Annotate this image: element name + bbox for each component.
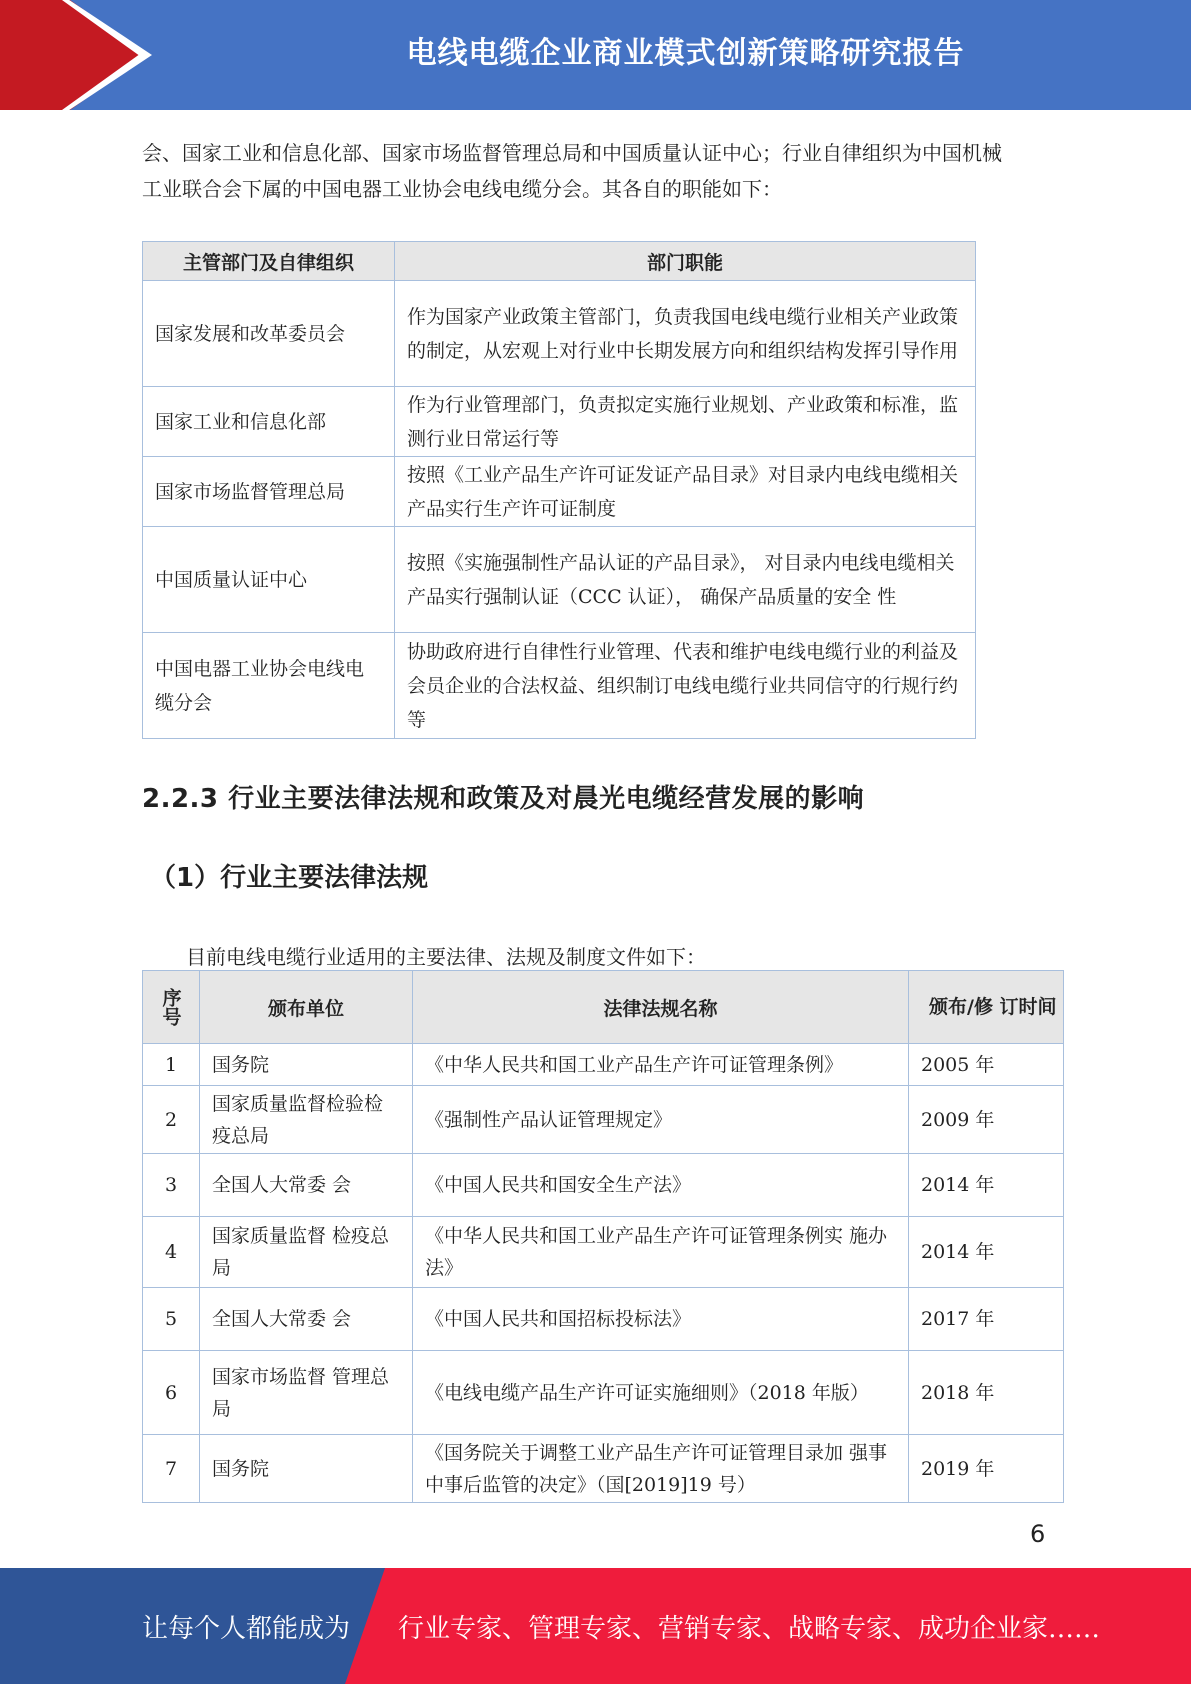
issuer-cell: 国务院 (200, 1044, 413, 1086)
column-header-year: 颁布/修 订时间 (909, 971, 1064, 1044)
column-header-duty: 部门职能 (395, 242, 976, 281)
law-name-cell: 《中国人民共和国安全生产法》 (413, 1154, 909, 1217)
table-row (143, 527, 976, 633)
footer-slogan-left: 让每个人都能成为 (142, 1613, 351, 1644)
column-header-number: 序号 (143, 971, 200, 1044)
duty-cell: 协助政府进行自律性行业管理、代表和维护电线电缆行业的利益及会员企业的合法权益、组织制订电线电缆行业共同信守的行规行约等 (395, 633, 976, 739)
intro-line-1: 会、国家工业和信息化部、国家市场监督管理总局和中国质量认证中心；行业自律组织为中国机械 (142, 141, 1002, 165)
year-cell: 2017 年 (909, 1288, 1064, 1351)
column-header-issuer: 颁布单位 (200, 971, 413, 1044)
table-row (143, 1351, 1064, 1435)
page-number: 6 (1030, 1520, 1046, 1548)
header-red-block (0, 0, 70, 110)
intro-paragraph (142, 135, 1062, 207)
table-row (143, 1086, 1064, 1154)
duty-cell: 按照《实施强制性产品认证的产品目录》， 对目录内电线电缆相关产品实行强制认证（CCC 认证）， 确保产品质量的安全 性 (395, 527, 976, 633)
table-row (143, 1288, 1064, 1351)
issuer-cell: 国家质量监督检验检疫总局 (200, 1086, 413, 1154)
year-cell: 2005 年 (909, 1044, 1064, 1086)
law-name-cell: 《强制性产品认证管理规定》 (413, 1086, 909, 1154)
table-header-row (143, 971, 1064, 1044)
table-row (143, 633, 976, 739)
duty-cell: 作为行业管理部门，负责拟定实施行业规划、产业政策和标准，监测行业日常运行等 (395, 387, 976, 457)
issuer-cell: 国务院 (200, 1435, 413, 1503)
duty-cell: 作为国家产业政策主管部门，负责我国电线电缆行业相关产业政策的制定，从宏观上对行业中长期发展方向和组织结构发挥引导作用 (395, 281, 976, 387)
table-row (143, 1435, 1064, 1503)
year-cell: 2018 年 (909, 1351, 1064, 1435)
row-number: 3 (143, 1154, 200, 1217)
table-row (143, 1154, 1064, 1217)
laws-table (142, 970, 1064, 1503)
org-cell: 国家发展和改革委员会 (143, 281, 395, 387)
law-name-cell: 《电线电缆产品生产许可证实施细则》（2018 年版） (413, 1351, 909, 1435)
law-name-cell: 《国务院关于调整工业产品生产许可证管理目录加 强事中事后监管的决定》（国[2019]19 号） (413, 1435, 909, 1503)
year-cell: 2014 年 (909, 1217, 1064, 1288)
law-name-cell: 《中国人民共和国招标投标法》 (413, 1288, 909, 1351)
table-row (143, 281, 976, 387)
org-cell: 国家市场监督管理总局 (143, 457, 395, 527)
report-title: 电线电缆企业商业模式创新策略研究报告 (406, 36, 965, 71)
table2-intro-text: 目前电线电缆行业适用的主要法律、法规及制度文件如下： (186, 945, 706, 969)
org-cell: 中国电器工业协会电线电缆分会 (143, 633, 395, 739)
row-number: 4 (143, 1217, 200, 1288)
law-name-cell: 《中华人民共和国工业产品生产许可证管理条例》 (413, 1044, 909, 1086)
table-row (143, 387, 976, 457)
table-row (143, 1217, 1064, 1288)
row-number: 2 (143, 1086, 200, 1154)
year-cell: 2014 年 (909, 1154, 1064, 1217)
year-cell: 2019 年 (909, 1435, 1064, 1503)
year-cell: 2009 年 (909, 1086, 1064, 1154)
column-header-law-name: 法律法规名称 (413, 971, 909, 1044)
issuer-cell: 国家市场监督 管理总局 (200, 1351, 413, 1435)
section-heading-2-2-3: 2.2.3 行业主要法律法规和政策及对晨光电缆经营发展的影响 (142, 784, 865, 814)
table-header-row (143, 242, 976, 281)
row-number: 5 (143, 1288, 200, 1351)
header-red-arrow (70, 0, 148, 110)
org-cell: 中国质量认证中心 (143, 527, 395, 633)
intro-line-2: 工业联合会下属的中国电器工业协会电线电缆分会。其各自的职能如下： (142, 177, 782, 201)
issuer-cell: 全国人大常委 会 (200, 1288, 413, 1351)
duty-cell: 按照《工业产品生产许可证发证产品目录》对目录内电线电缆相关产品实行生产许可证制度 (395, 457, 976, 527)
issuer-cell: 国家质量监督 检疫总局 (200, 1217, 413, 1288)
table-row (143, 457, 976, 527)
subsection-heading-laws: （1）行业主要法律法规 (150, 863, 429, 893)
org-cell: 国家工业和信息化部 (143, 387, 395, 457)
row-number: 1 (143, 1044, 200, 1086)
table-row (143, 1044, 1064, 1086)
law-name-cell: 《中华人民共和国工业产品生产许可证管理条例实 施办法》 (413, 1217, 909, 1288)
column-header-org: 主管部门及自律组织 (143, 242, 395, 281)
regulators-table (142, 241, 976, 739)
footer-slogan-right: 行业专家、管理专家、营销专家、战略专家、成功企业家…… (398, 1613, 1101, 1644)
page-header (0, 0, 1191, 110)
row-number: 6 (143, 1351, 200, 1435)
page-footer (0, 1568, 1191, 1684)
row-number: 7 (143, 1435, 200, 1503)
issuer-cell: 全国人大常委 会 (200, 1154, 413, 1217)
